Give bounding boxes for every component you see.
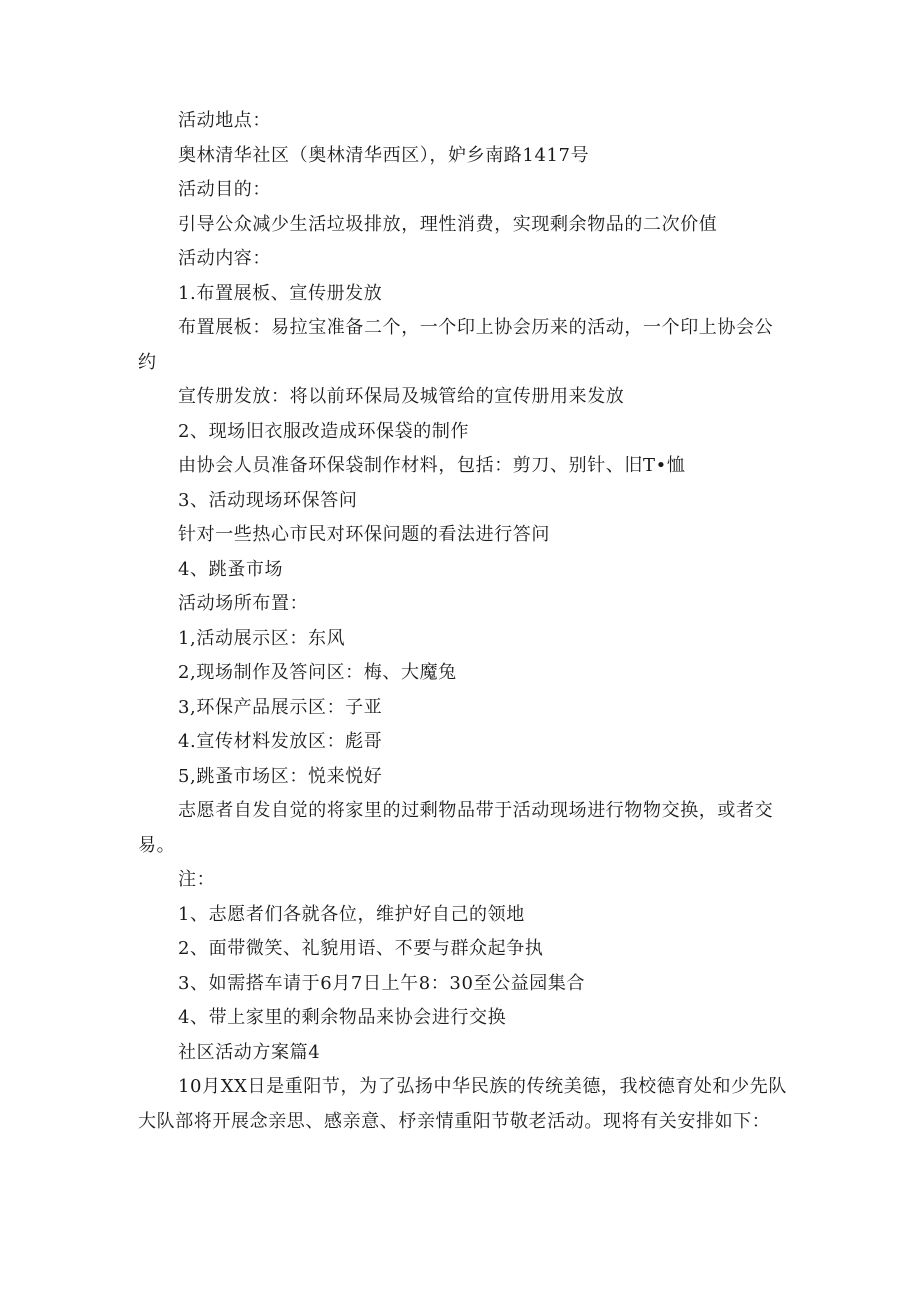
paragraph-purpose-heading: 活动目的： [178,179,271,200]
paragraph-location-heading: 活动地点： [178,110,271,131]
paragraph-item-2: 2、现场旧衣服改造成环保袋的制作 [178,420,470,442]
paragraph-note-1: 1、志愿者们各就各位，维护好自己的领地 [178,903,525,925]
paragraph-venue-2: 2,现场制作及答问区：梅、大魔兔 [178,662,457,683]
paragraph-item-3: 3、活动现场环保答问 [178,489,358,511]
paragraph-volunteers: 志愿者自发自觉的将家里的过剩物品带于活动现场进行物物交换，或者交易。 [138,800,774,856]
paragraph-brochures: 宣传册发放：将以前环保局及城管给的宣传册用来发放 [178,386,625,407]
paragraph-item-1: 1.布置展板、宣传册发放 [178,282,383,304]
paragraph-venue-1: 1,活动展示区：东风 [178,627,346,649]
paragraph-note-3: 3、如需搭车请于6月7日上午8：30至公益园集合 [178,972,586,994]
document-body [138,104,788,1139]
paragraph-notes-heading: 注： [178,869,216,890]
paragraph-location: 奥林清华社区（奥林清华西区），妒乡南路1417号 [178,144,590,166]
paragraph-intro: 10月XX日是重阳节，为了弘扬中华民族的传统美德，我校德育处和少先队大队部将开展念亲思、感亲意、杼亲情重阳节敬老活动。现将有关安排如下： [138,1076,787,1132]
paragraph-content-heading: 活动内容： [178,248,271,269]
paragraph-qa: 针对一些热心市民对环保问题的看法进行答问 [178,524,550,545]
section-title: 社区活动方案篇4 [178,1041,321,1063]
paragraph-item-4: 4、跳蚤市场 [178,558,284,580]
paragraph-venue-heading: 活动场所布置： [178,593,309,614]
paragraph-venue-5: 5,跳蚤市场区：悦来悦好 [178,765,383,787]
paragraph-note-4: 4、带上家里的剩余物品来协会进行交换 [178,1007,507,1028]
paragraph-venue-3: 3,环保产品展示区：子亚 [178,696,383,718]
paragraph-materials: 由协会人员准备环保袋制作材料，包括：剪刀、别针、旧T•恤 [178,455,686,476]
paragraph-purpose: 引导公众减少生活垃圾排放，理性消费，实现剩余物品的二次价值 [178,213,718,235]
paragraph-venue-4: 4.宣传材料发放区：彪哥 [178,731,383,752]
paragraph-display-boards: 布置展板：易拉宝准备二个，一个印上协会历来的活动，一个印上协会公约 [138,317,774,373]
paragraph-note-2: 2、面带微笑、礼貌用语、不要与群众起争执 [178,938,544,959]
